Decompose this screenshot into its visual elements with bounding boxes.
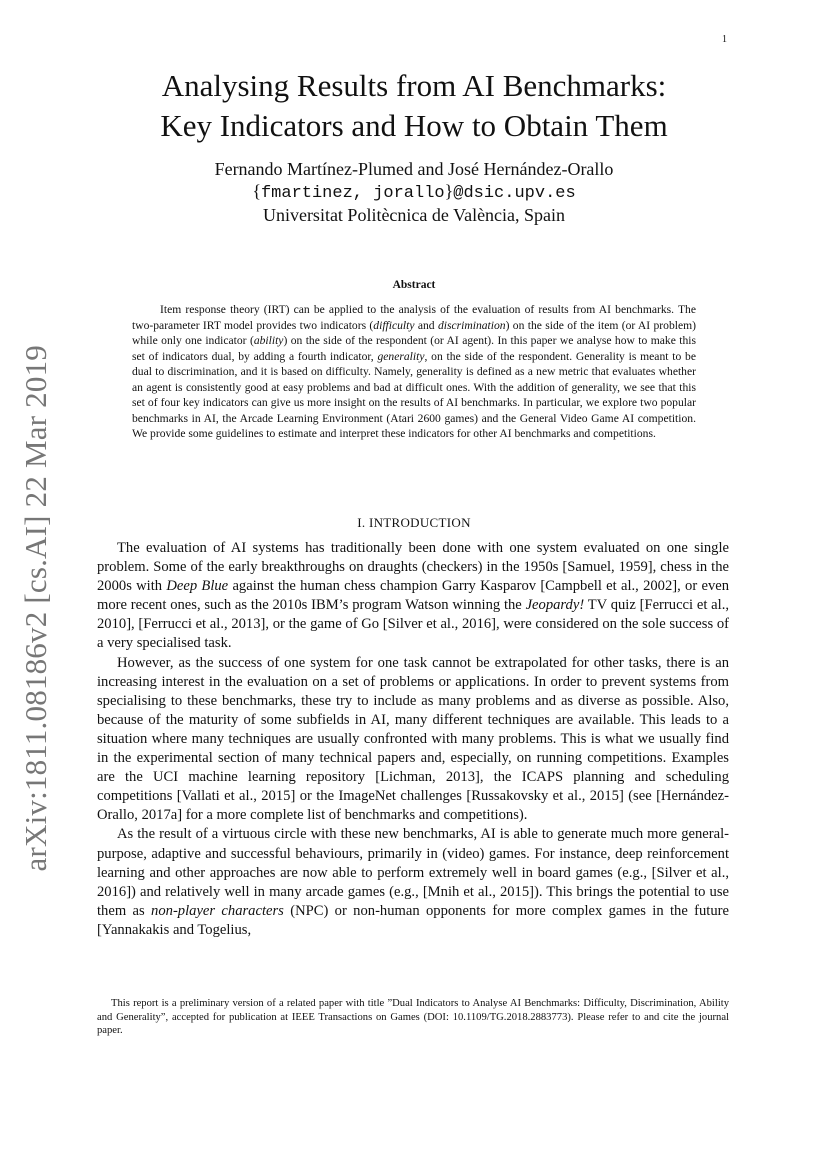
abstract-term-difficulty: difficulty (373, 318, 415, 332)
email-brace-close: } (444, 181, 454, 201)
paper-title (118, 66, 710, 146)
body-paragraph-1: The evaluation of AI systems has traditionally been done with one system evaluated on one single problem. Some of the early breakthroughs on draughts (checkers) in the 1950s [Samuel, 1959], chess in the 2000s with Deep Blue against the human chess champion Garry Kasparov [Campbell et al., 2002], or even more recent ones, such as the 2010s IBM’s program Watson winning the Jeopardy! TV quiz [Ferrucci et al., 2010], [Ferrucci et al., 2013], or the game of Go [Silver et al., 2016], were considered on the sole success of a very specialised task. (97, 540, 730, 652)
term-npc: non-player characters (151, 902, 284, 919)
term-jeopardy: Jeopardy! (525, 597, 585, 614)
abstract-text: Item response theory (IRT) can be applied to the analysis of the evaluation of results from AI benchmarks. The two-parameter IRT model provides two indicators (difficulty and discrimination) on the side of the item (or AI problem) while only one indicator (ability) on the side of the respondent (or AI agent). In this paper we analyse how to make this set of indicators dual, by adding a fourth indicator, generality, on the side of the respondent. Generality is meant to be dual to discrimination, and it is based on difficulty. Namely, generality is defined as a new metric that evaluates whether an agent is consistently good at easy problems and bad at difficult ones. With the addition of generality, we see that this set of four key indicators can give us more insight on the results of AI benchmarks. In particular, we explore two popular benchmarks in AI, the Arcade Learning Environment (Atari 2600 games) and the General Video Game AI competition. We provide some guidelines to estimate and interpret these indicators for other AI benchmarks and competitions. (132, 303, 697, 440)
email-domain: @dsic.upv.es (453, 184, 576, 203)
term-deep-blue: Deep Blue (166, 578, 229, 595)
title-line-1: Analysing Results from AI Benchmarks: (161, 68, 667, 103)
email-brace-open: { (252, 181, 261, 201)
abstract-term-ability: ability (253, 334, 284, 347)
abstract-term-generality: generality (377, 349, 425, 363)
affiliation: Universitat Politècnica de València, Spain (262, 205, 566, 225)
section-heading-introduction: I. INTRODUCTION (357, 515, 471, 530)
author-emails (118, 180, 710, 205)
arxiv-stamp-text: arXiv:1811.08186v2 [cs.AI] 22 Mar 2019 (18, 344, 53, 872)
body-paragraph-3: As the result of a virtuous circle with these new benchmarks, AI is able to generate much more general-purpose, adaptive and successful behaviours, primarily in (video) games. For instance, deep reinforcement learning and other approaches are now able to perform extremely well in board games (e.g., [Silver et al., 2016]) and relatively well in many arcade games (e.g., [Mnih et al., 2015]). This brings the potential to use them as non-player characters (NPC) or non-human opponents for more complex games in the future [Yannakakis and Togelius, (97, 826, 729, 938)
body-text (97, 539, 729, 940)
arxiv-stamp (10, 344, 62, 872)
author-names: Fernando Martínez-Plumed and José Hernández-Orallo (214, 159, 614, 179)
title-line-2: Key Indicators and How to Obtain Them (160, 108, 668, 143)
page-number: 1 (722, 34, 727, 45)
abstract-heading: Abstract (392, 279, 436, 291)
footnote: This report is a preliminary version of a related paper with title ”Dual Indicators to Analyse AI Benchmarks: Difficulty, Discrimination, Ability and Generality”, accepted for publication at IEEE Transactions on Games (DOI: 10.1109/TG.2018.2883773). Please refer to and cite the journal paper. (97, 998, 729, 1037)
abstract-term-discrimination: discrimination (437, 318, 506, 332)
email-users: fmartinez, jorallo (260, 184, 445, 203)
body-paragraph-2: However, as the success of one system for one task cannot be extrapolated for other tasks, there is an increasing interest in the evaluation on a set of problems or applications. In order to prevent systems from specialising to these benchmarks, these try to include as many problems and as diverse as possible. Also, because of the maturity of some subfields in AI, many different techniques are available. This leads to a situation where many techniques are usually confronted with many problems. This is what we usually find in the experimental section of many technical papers and, especially, on running competitions. Examples are the UCI machine learning repository [Lichman, 2013], the ICAPS planning and scheduling competitions [Vallati et al., 2015] or the ImageNet challenges [Russakovsky et al., 2015] (see [Hernández-Orallo, 2017a] for a more complete list of benchmarks and competitions). (97, 654, 729, 824)
